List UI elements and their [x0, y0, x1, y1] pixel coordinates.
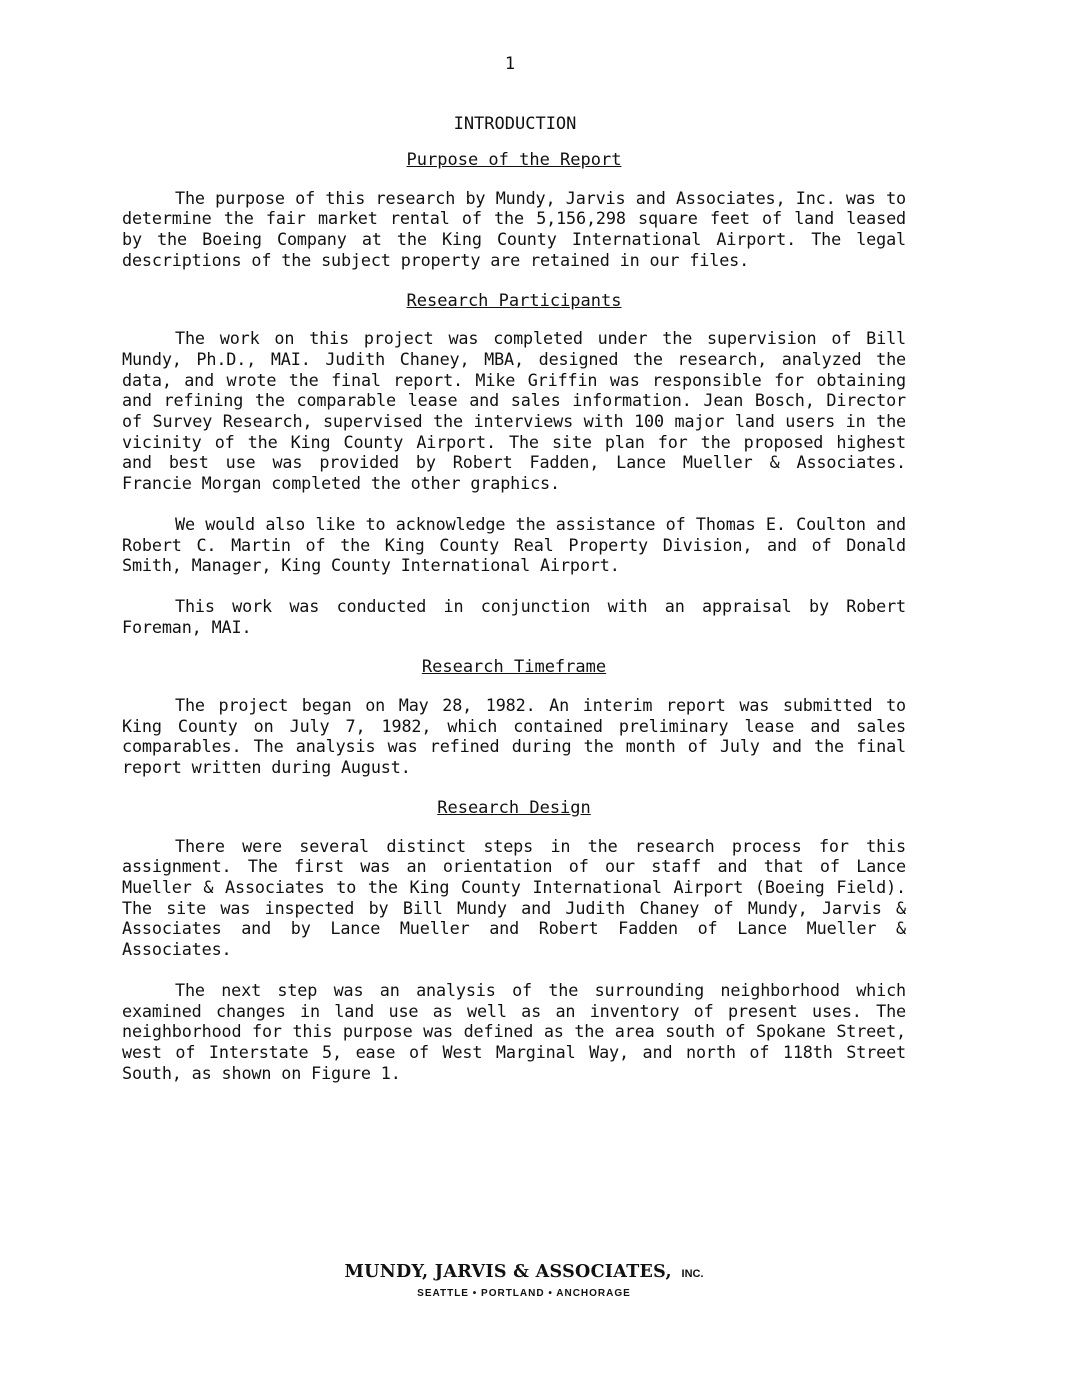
- paragraph: The purpose of this research by Mundy, Jarvis and Associates, Inc. was to determine the fair market rental of the 5,156,298 square feet of land leased by the Boeing Company at the King County International Airport. The legal descriptions of the subject property are retained in our files.: [122, 187, 906, 270]
- paragraph: We would also like to acknowledge the assistance of Thomas E. Coulton and Robert C. Martin of the King County Real Property Division, and of Donald Smith, Manager, King County International Airport.: [122, 513, 906, 576]
- section-design: [122, 798, 906, 1083]
- page-number: 1: [504, 54, 516, 74]
- firm-name-line: [0, 1262, 1048, 1282]
- firm-cities: SEATTLE • PORTLAND • ANCHORAGE: [417, 1288, 631, 1299]
- paragraph: The project began on May 28, 1982. An interim report was submitted to King County on July 7, 1982, which contained preliminary lease and sales comparables. The analysis was refined during the month of July and the final report written during August.: [122, 695, 906, 778]
- section-heading: Research Design: [437, 797, 591, 818]
- section-heading: Research Timeframe: [421, 657, 607, 678]
- document-body: [122, 150, 906, 1103]
- paragraph: This work was conducted in conjunction with an appraisal by Robert Foreman, MAI.: [122, 595, 906, 637]
- firm-suffix: INC.: [681, 1268, 704, 1280]
- document-title: INTRODUCTION: [453, 114, 577, 134]
- section-heading: Purpose of the Report: [406, 150, 622, 170]
- letterhead-footer: [0, 1262, 1048, 1299]
- section-participants: [122, 291, 906, 638]
- paragraph: There were several distinct steps in the research process for this assignment. The first was an orientation of our staff and that of Lance Mueller & Associates to the King County International Airport (Boeing Field). The site was inspected by Bill Mundy and Judith Chaney of Mundy, Jarvis & Associates and by Lance Mueller and Robert Fadden of Lance Mueller & Associates.: [122, 835, 906, 960]
- section-timeframe: [122, 657, 906, 778]
- firm-name: MUNDY, JARVIS & ASSOCIATES,: [344, 1262, 672, 1282]
- section-heading: Research Participants: [406, 290, 622, 311]
- section-purpose: [122, 150, 906, 271]
- paragraph: The work on this project was completed under the supervision of Bill Mundy, Ph.D., MAI. Judith Chaney, MBA, designed the research, analyzed the data, and wrote the final report. Mike Griffin was responsible for obtaining and refining the comparable lease and sales information. Jean Bosch, Director of Survey Research, supervised the interviews with 100 major land users in the vicinity of the King County Airport. The site plan for the proposed highest and best use was provided by Robert Fadden, Lance Mueller & Associates. Francie Morgan completed the other graphics.: [122, 328, 906, 494]
- paragraph: The next step was an analysis of the surrounding neighborhood which examined changes in land use as well as an inventory of present uses. The neighborhood for this purpose was defined as the area south of Spokane Street, west of Interstate 5, ease of West Marginal Way, and north of 118th Street South, as shown on Figure 1.: [122, 979, 906, 1083]
